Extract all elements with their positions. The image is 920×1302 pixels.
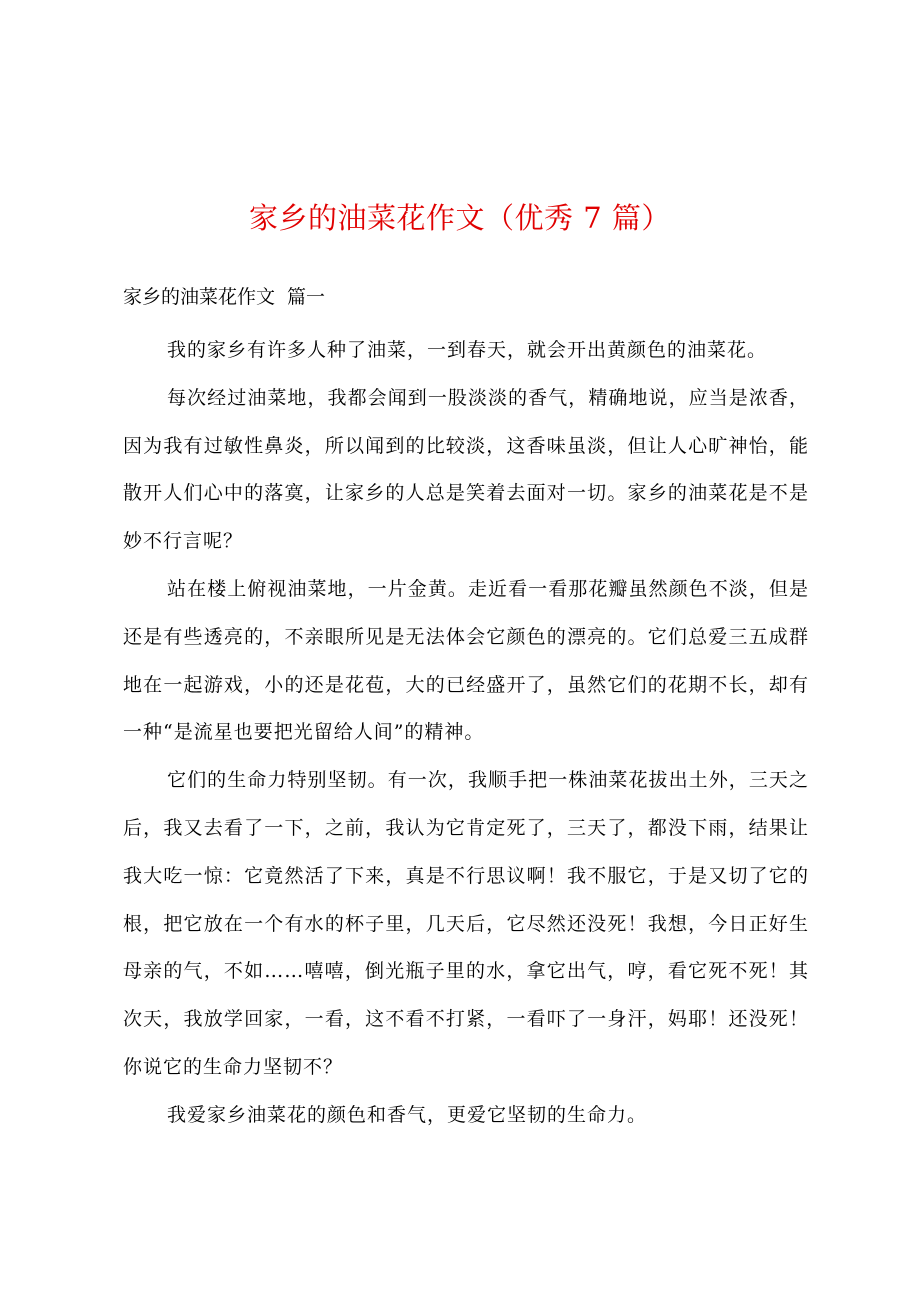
paragraph: 站在楼上俯视油菜地，一片金黄。走近看一看那花瓣虽然颜色不淡，但是还是有些透亮的，不亲眼所见是无法体会它颜色的漂亮的。它们总爱三五成群地在一起游戏，小的还是花苞，大的已经盛开了，虽然它们的花期不长，却有一种“是流星也要把光留给人间”的精神。 [123, 577, 809, 744]
section-heading-title: 家乡的油菜花作文 [123, 286, 276, 308]
section-heading-label: 篇一 [287, 286, 326, 308]
document-title: 家乡的油菜花作文（优秀 7 篇） [249, 201, 671, 235]
paragraph: 我的家乡有许多人种了油菜，一到春天，就会开出黄颜色的油菜花。 [167, 339, 768, 361]
paragraph: 我爱家乡油菜花的颜色和香气，更爱它坚韧的生命力。 [167, 1103, 648, 1126]
paragraph: 每次经过油菜地，我都会闻到一股淡淡的香气，精确地说，应当是浓香，因为我有过敏性鼻炎，所以闻到的比较淡，这香味虽淡，但让人心旷神怡，能散开人们心中的落寞，让家乡的人总是笑着去面对一切。家乡的油菜花是不是妙不行言呢？ [123, 386, 809, 553]
section-heading [123, 282, 325, 312]
article-body [123, 327, 809, 1140]
paragraph: 它们的生命力特别坚韧。有一次，我顺手把一株油菜花拔出土外，三天之后，我又去看了一下，之前，我认为它肯定死了，三天了，都没下雨，结果让我大吃一惊：它竟然活了下来，真是不行思议啊！我不服它，于是又切了它的根，把它放在一个有水的杯子里，几天后，它尽然还没死！我想，今日正好生母亲的气，不如……嘻嘻，倒光瓶子里的水，拿它出气，哼，看它死不死！其次天，我放学回家，一看，这不看不打紧，一看吓了一身汗，妈耶！还没死！你说它的生命力坚韧不？ [123, 769, 809, 1078]
